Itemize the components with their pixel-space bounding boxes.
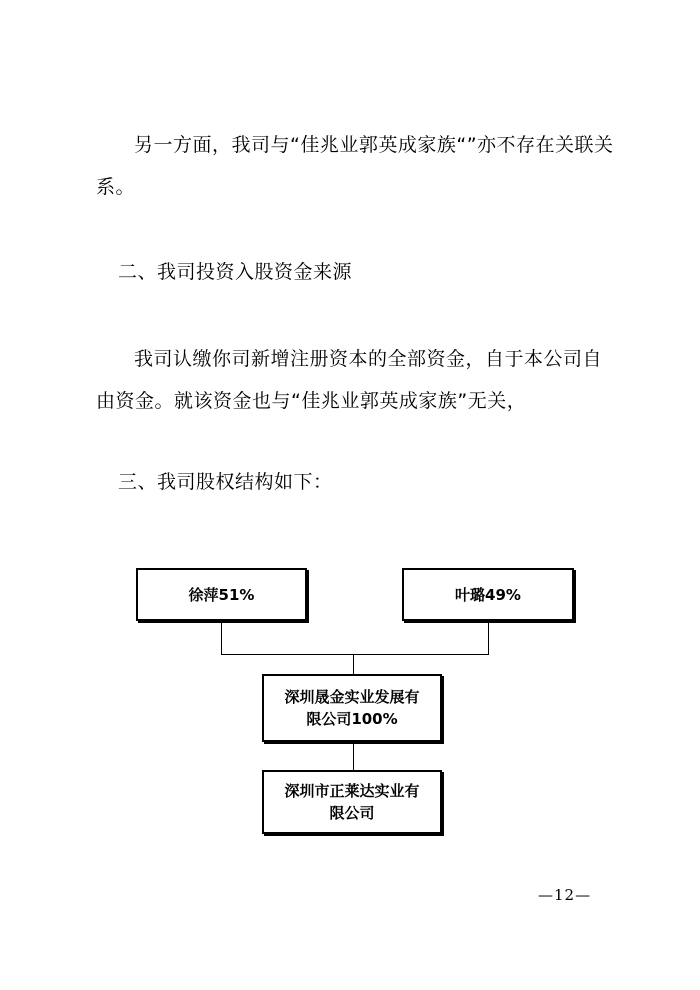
section-heading-funding-source: 二、我司投资入股资金来源 [118,261,353,283]
connector-to-subsidiary [353,744,354,770]
subsidiary-company-name-line1: 深圳市正莱达实业有 [284,782,420,800]
subsidiary-company-name-line2: 限公司 [329,804,375,822]
connector-right-vertical [488,623,489,655]
shareholder-box-left [136,568,307,621]
section-heading-ownership-structure: 三、我司股权结构如下： [118,471,333,493]
parent-company-name-line2: 限公司100% [306,710,398,728]
shareholder-left-label: 徐萍51% [188,585,255,604]
parent-company-box [262,674,442,742]
paragraph-funding-source: 我司认缴你司新增注册资本的全部资金，自于本公司自由资金。就该资金也与“佳兆业郭英成家族”无关， [96,348,603,412]
shareholder-box-right [402,568,574,621]
connector-horizontal [221,654,489,655]
connector-to-parent [353,654,354,674]
parent-company-name-line1: 深圳晟金实业发展有 [284,688,420,706]
paragraph-related-party: 另一方面，我司与“佳兆业郭英成家族“”亦不存在关联关系。 [96,134,614,198]
page-number: —12— [538,886,592,904]
connector-left-vertical [221,623,222,655]
subsidiary-company-box [262,770,442,834]
shareholder-right-label: 叶璐49% [455,585,521,604]
